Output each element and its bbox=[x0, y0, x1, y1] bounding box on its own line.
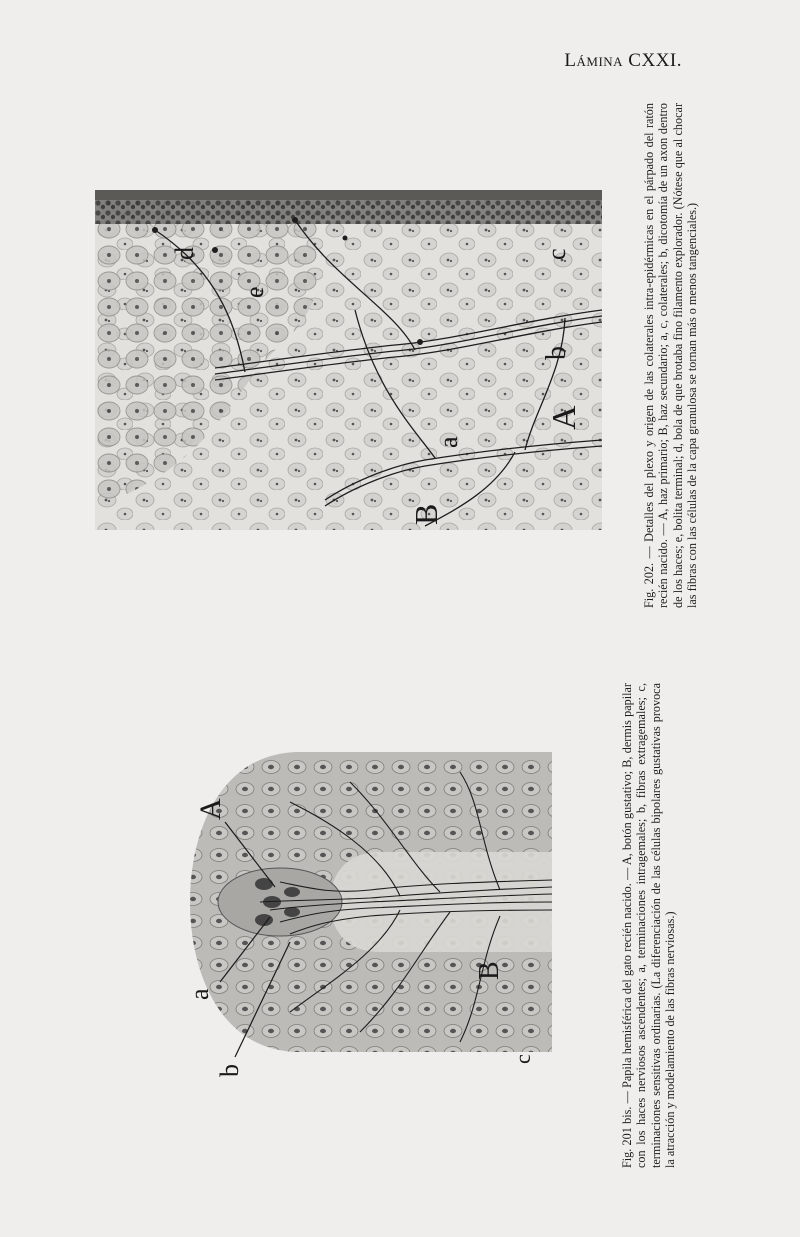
fig202-label-B: B bbox=[408, 503, 444, 525]
fig202-label-b: b bbox=[541, 346, 572, 360]
fig201-label-a: a bbox=[185, 988, 214, 1000]
caption-figure-202: Fig. 202. — Detalles del plexo y origen de las colaterales intra-epidérmicas en el párpado del ratón recién nacido. — A, haz primario; B, haz secundario; a, c, colaterales; b, dicotomía de un axon dentro de los haces; e, bolita terminal; d, bola de que brotaba fino filamento explorador. (Nótese que al chocar las fibras con las células de la capa granulosa se tornan más o menos tangenciales.) bbox=[642, 103, 700, 608]
fig201-label-A: A bbox=[194, 798, 227, 820]
caption-figure-201: Fig. 201 bis. — Papila hemisférica del gato recién nacido. — A, botón gustativo; B, dermis papilar con los haces nerviosos ascendentes; a, terminaciones intragemales; b, fibras extragemales; c, terminaciones sensitivas ordinarias. (La diferenciación de las células bipolares gustativas provoca la atracción y modelamiento de las fibras nerviosas.) bbox=[620, 683, 678, 1168]
fig202-label-e: e bbox=[240, 286, 269, 298]
figure-202-illustration bbox=[95, 190, 602, 530]
fig202-label-a: a bbox=[434, 436, 463, 448]
fig202-label-d: d bbox=[170, 247, 199, 260]
plate-title: Lámina CXXI. bbox=[564, 50, 682, 71]
figure-201-illustration bbox=[180, 712, 560, 1092]
fig201-label-b: b bbox=[215, 1064, 244, 1077]
fig202-label-A: A bbox=[546, 405, 583, 430]
fig201-label-c: c bbox=[510, 1054, 535, 1064]
fig201-label-B: B bbox=[474, 961, 505, 980]
fig202-label-c: c bbox=[542, 248, 571, 260]
